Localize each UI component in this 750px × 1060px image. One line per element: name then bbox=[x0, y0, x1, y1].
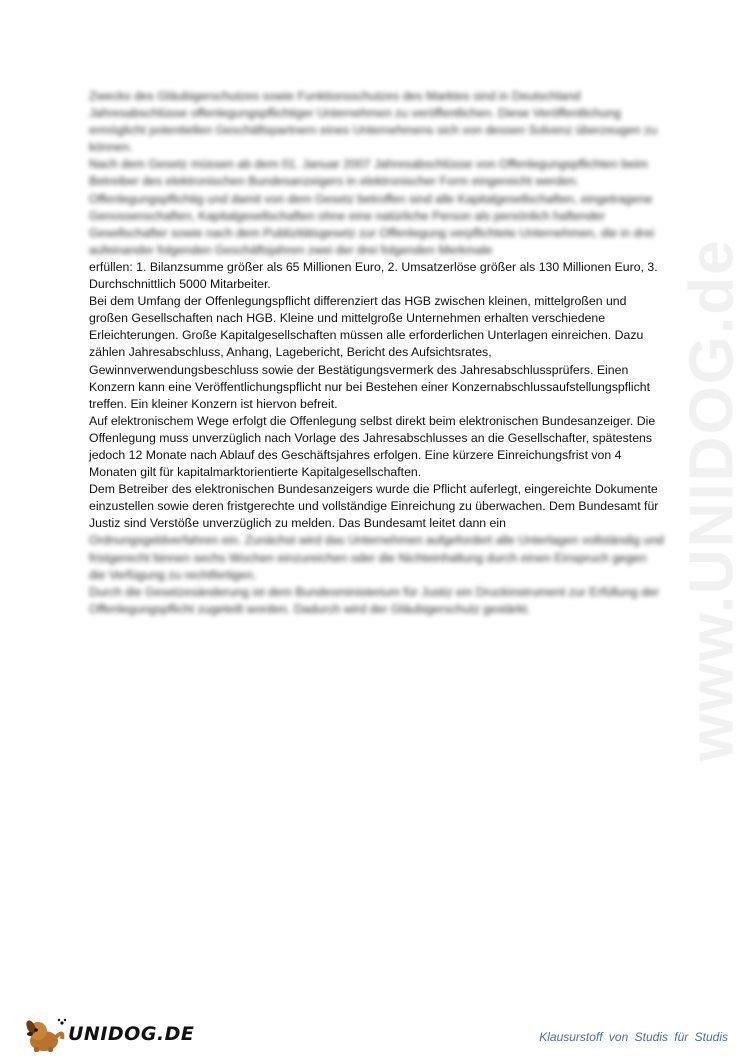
readable-excerpt bbox=[89, 259, 664, 533]
paragraph: Ordnungsgeldverfahren ein. Zunächst wird das Unternehmen aufgefordert alle Unterlagen vollständig und fristgerecht binnen sechs Wochen einzureichen oder die Nichteinhaltung durch einen Einspruch gegen die Verfügung zu rechtfertigen. bbox=[89, 533, 664, 582]
document-body bbox=[89, 88, 664, 618]
dog-mascot-icon bbox=[22, 1017, 66, 1053]
paragraph: Durch die Gesetzesänderung ist dem Bundesministerium für Justiz ein Druckinstrument zur Erfüllung der Offenlegungspflicht zugeteilt worden. Dadurch wird der Gläubigerschutz gestärkt. bbox=[89, 584, 660, 616]
footer-tagline: Klausurstoff von Studis für Studis bbox=[539, 1030, 728, 1044]
paragraph: Bei dem Umfang der Offenlegungspflicht differenziert das HGB zwischen kleinen, mittelgroßen und großen Gesellschaften nach HGB. Kleine und mittelgroße Unternehmen erhalten verschiedene Erleichterungen. Große Kapitalgesellschaften müssen alle erforderlichen Unterlagen einreichen. Dazu zählen Jahresabschluss, Anhang, Lagebericht, Bericht des Aufsichtsrates, Gewinnverwendungsbeschluss sowie der Bestätigungsvermerk des Jahresabschlussprüfers. Einen Konzern kann eine Veröffentlichungspflicht nur bei Bestehen einer Konzernabschlussaufstellungspflicht treffen. Ein kleiner Konzern ist hiervon befreit. bbox=[89, 294, 651, 411]
watermark-text: www.UNIDOG.de bbox=[677, 238, 747, 762]
paragraph: Zwecks des Gläubigerschutzes sowie Funktionsschutzes des Marktes sind in Deutschland Jahresabschlüsse offenlegungspflichtiger Unternehmen zu veröffentlichen. Diese Veröffentlichung ermöglicht potentiellen Geschäftspartnern eines Unternehmens sich von dessen Solvenz überzeugen zu können. bbox=[89, 89, 658, 155]
paragraph: Auf elektronischem Wege erfolgt die Offenlegung selbst direkt beim elektronischen Bundesanzeiger. Die Offenlegung muss unverzüglich nach Vorlage des Jahresabschlusses an die Gesellschafter, spätestens jedoch 12 Monate nach Ablauf des Geschäftsjahres erfolgen. Eine kürzere Einreichungsfrist von 4 Monaten gilt für kapitalmarktorientierte Kapitalgesellschaften. bbox=[89, 413, 656, 480]
blurred-preview-bottom bbox=[89, 532, 664, 617]
paragraph: Nach dem Gesetz müssen ab dem 01. Januar 2007 Jahresabschlüsse von Offenlegungspflichten beim Betreiber des elektronischen Bundesanzeigers in elektronischer Form eingereicht werden. Offenlegungspflichtig und damit von dem Gesetz betroffen sind alle Kapitalgesellschaften, eingetragene Genossenschaften, Kapitalgesellschaften ohne eine natürliche Person als persönlich haftender Gesellschafter sowie nach dem Publizitätsgesetz zur Offenlegung verpflichtete Unternehmen, die in drei aufeinander folgenden Geschäftsjahren zwei der drei folgenden Merkmale bbox=[89, 157, 655, 257]
blurred-preview-top bbox=[89, 88, 664, 259]
paragraph: Dem Betreiber des elektronischen Bundesanzeigers wurde die Pflicht auferlegt, eingereichte Dokumente einzustellen sowie deren fristgerechte und vollständige Einreichung zu überwachen. Dem Bundesamt für Justiz sind Verstöße unverzüglich zu melden. Das Bundesamt leitet dann ein bbox=[89, 482, 659, 531]
unidog-logo[interactable] bbox=[22, 1017, 195, 1053]
logo-wordmark: UNIDOG.DE bbox=[68, 1023, 195, 1045]
paragraph: erfüllen: 1. Bilanzsumme größer als 65 Millionen Euro, 2. Umsatzerlöse größer als 130 Millionen Euro, 3. Durchschnittlich 5000 Mitarbeiter. bbox=[89, 259, 658, 292]
